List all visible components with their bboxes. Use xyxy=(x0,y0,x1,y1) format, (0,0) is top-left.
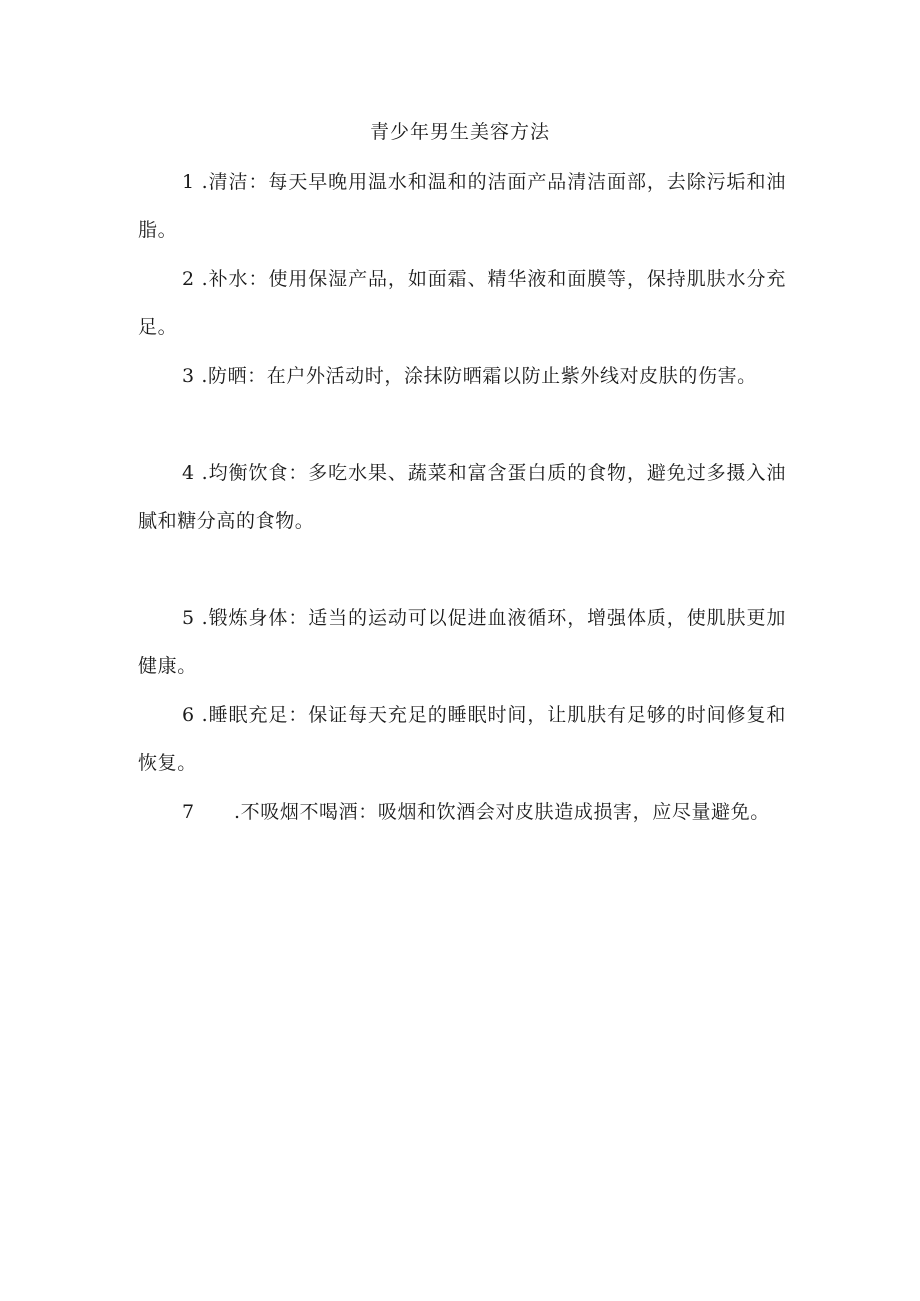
document-title: 青少年男生美容方法 xyxy=(369,121,550,143)
item-number: 3 xyxy=(182,365,195,387)
item-text: .锻炼身体：适当的运动可以促进血液循环，增强体质，使肌肤更加健康。 xyxy=(138,607,787,677)
item-number: 4 xyxy=(182,462,195,484)
list-item xyxy=(138,788,786,836)
item-number: 1 xyxy=(182,171,195,193)
item-number: 7 xyxy=(182,801,195,823)
item-number: 2 xyxy=(182,268,195,290)
list-item xyxy=(138,594,786,690)
list-item xyxy=(138,352,786,400)
list-item xyxy=(138,255,786,351)
list-item xyxy=(138,691,786,787)
item-text: .清洁：每天早晚用温水和温和的洁面产品清洁面部，去除污垢和油脂。 xyxy=(138,171,787,241)
item-text: .不吸烟不喝酒：吸烟和饮酒会对皮肤造成损害，应尽量避免。 xyxy=(234,801,770,823)
item-text: .防晒：在户外活动时，涂抹防晒霜以防止紫外线对皮肤的伤害。 xyxy=(201,365,757,387)
list-item xyxy=(138,158,786,254)
list-item xyxy=(138,449,786,545)
item-number: 6 xyxy=(182,704,195,726)
item-text: .补水：使用保湿产品，如面霜、精华液和面膜等，保持肌肤水分充足。 xyxy=(138,268,787,338)
item-text: .均衡饮食：多吃水果、蔬菜和富含蛋白质的食物，避免过多摄入油腻和糖分高的食物。 xyxy=(138,462,787,532)
item-text: .睡眠充足：保证每天充足的睡眠时间，让肌肤有足够的时间修复和恢复。 xyxy=(138,704,787,774)
item-number: 5 xyxy=(182,607,195,629)
